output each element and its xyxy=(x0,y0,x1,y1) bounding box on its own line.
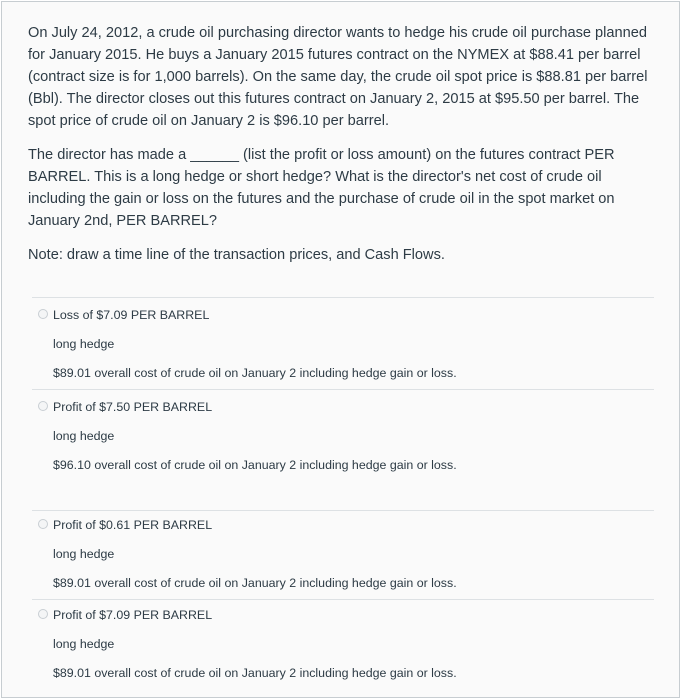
answer-blank: ______ xyxy=(190,147,239,163)
radio-button[interactable] xyxy=(38,309,48,319)
divider xyxy=(32,297,654,298)
radio-button[interactable] xyxy=(38,519,48,529)
option-net-cost: $89.01 overall cost of crude oil on January 2 including hedge gain or loss. xyxy=(53,666,457,680)
divider xyxy=(32,389,654,390)
option-hedge-type: long hedge xyxy=(53,547,115,561)
question-paragraph-2-start: The director has made a xyxy=(28,147,187,163)
option-net-cost: $96.10 overall cost of crude oil on January 2 including hedge gain or loss. xyxy=(53,458,457,472)
radio-button[interactable] xyxy=(38,401,48,411)
option-result: Profit of $0.61 PER BARREL xyxy=(53,518,213,532)
option-hedge-type: long hedge xyxy=(53,429,115,443)
question-paragraph-1: On July 24, 2012, a crude oil purchasing director wants to hedge his crude oil purchase planned for January 2015. He buys a January 2015 futures contract on the NYMEX at $88.41 per barrel (contract size is for 1,000 barrels). On the same day, the crude oil spot price is $88.81 per barrel (Bbl). The director closes out this futures contract on January 2, 2015 at $95.50 per barrel. The spot price of crude oil on January 2 is $96.10 per barrel. xyxy=(28,25,648,129)
question-text xyxy=(28,22,658,278)
divider xyxy=(32,599,654,600)
option-net-cost: $89.01 overall cost of crude oil on January 2 including hedge gain or loss. xyxy=(53,576,457,590)
option-result: Loss of $7.09 PER BARREL xyxy=(53,308,210,322)
question-paragraph-2-end: (list the profit or loss amount) on the futures contract PER BARREL. This is a long hedge or short hedge? What is the director's net cost of crude oil including the gain or loss on the futures and the purchase of crude oil in the spot market on January 2nd, PER BARREL? xyxy=(28,147,615,229)
option-net-cost: $89.01 overall cost of crude oil on January 2 including hedge gain or loss. xyxy=(53,366,457,380)
option-hedge-type: long hedge xyxy=(53,337,115,351)
question-panel xyxy=(1,1,680,698)
option-result: Profit of $7.09 PER BARREL xyxy=(53,608,213,622)
question-paragraph-2 xyxy=(28,144,658,232)
option-hedge-type: long hedge xyxy=(53,637,115,651)
divider xyxy=(32,510,654,511)
radio-button[interactable] xyxy=(38,609,48,619)
option-result: Profit of $7.50 PER BARREL xyxy=(53,400,213,414)
question-note: Note: draw a time line of the transaction prices, and Cash Flows. xyxy=(28,247,445,263)
